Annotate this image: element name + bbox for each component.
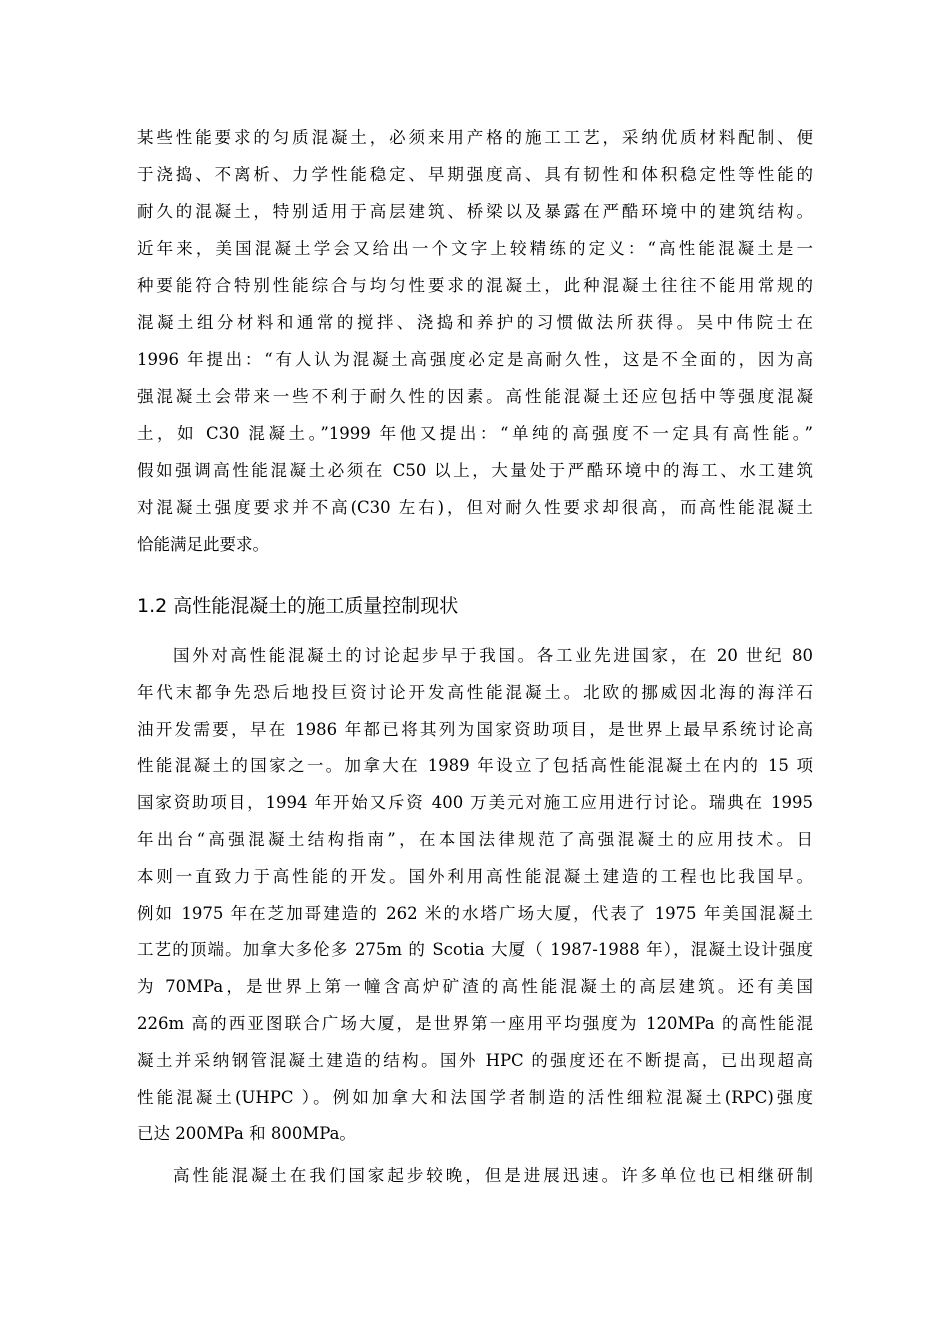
text-line: 1996 年提出：“有人认为混凝土高强度必定是高耐久性，这是不全面的，因为高 bbox=[137, 350, 813, 369]
text-line: 国外对高性能混凝土的讨论起步早于我国。各工业先进国家，在 20 世纪 80 bbox=[173, 646, 813, 665]
text-line: 国家资助项目，1994 年开始又斥资 400 万美元对施工应用进行讨论。瑞典在 1995 bbox=[137, 793, 813, 813]
text-line: 凝土并采纳钢管混凝土建造的结构。国外 HPC 的强度还在不断提高，已出现超高 bbox=[137, 1050, 813, 1070]
text-line: 年代末都争先恐后地投巨资讨论开发高性能混凝土。北欧的挪威因北海的海洋石 bbox=[137, 682, 813, 702]
text-line: 性能混凝土(UHPC ）。例如加拿大和法国学者制造的活性细粒混凝土(RPC)强度 bbox=[137, 1087, 813, 1107]
paragraph-definition bbox=[137, 124, 813, 564]
text-line: 本则一直致力于高性能的开发。国外利用高性能混凝土建造的工程也比我国早。 bbox=[137, 866, 813, 886]
text-line: 某些性能要求的匀质混凝土，必须来用产格的施工工艺，采纳优质材料配制、便 bbox=[137, 128, 813, 147]
text-line: 已达 200MPa 和 800MPa。 bbox=[137, 1124, 356, 1144]
text-line: 对混凝土强度要求并不高(C30 左右)，但对耐久性要求却很高，而高性能混凝土 bbox=[137, 498, 813, 517]
text-line: 耐久的混凝土，特别适用于高层建筑、桥梁以及暴露在严酷环境中的建筑结构。 bbox=[137, 202, 813, 221]
text-line: 工艺的顶端。加拿大多伦多 275m 的 Scotia 大厦（ 1987-1988 年），混凝土设计强度 bbox=[137, 940, 813, 960]
text-line: 油开发需要，早在 1986 年都已将其列为国家资助项目，是世界上最早系统讨论高 bbox=[137, 719, 813, 739]
text-line: 近年来，美国混凝土学会又给出一个文字上较精练的定义：“高性能混凝土是一 bbox=[137, 239, 813, 258]
paragraph-domestic-status bbox=[137, 1162, 813, 1202]
text-line: 混凝土组分材料和通常的搅拌、浇捣和养护的习惯做法所获得。吴中伟院士在 bbox=[137, 313, 813, 332]
text-line: 于浇捣、不离析、力学性能稳定、早期强度高、具有韧性和体积稳定性等性能的 bbox=[137, 165, 813, 184]
text-line: 种要能符合特别性能综合与均匀性要求的混凝土，此种混凝土往往不能用常规的 bbox=[137, 276, 813, 295]
text-line: 土，如 C30 混凝土。”1999 年他又提出：“单纯的高强度不一定具有高性能。” bbox=[137, 424, 813, 443]
text-line: 高性能混凝土在我们国家起步较晚，但是进展迅速。许多单位也已相继研制 bbox=[173, 1166, 813, 1185]
section-heading: 1.2 高性能混凝土的施工质量控制现状 bbox=[137, 595, 459, 617]
text-line: 年出台“高强混凝土结构指南”，在本国法律规范了高强混凝土的应用技术。日 bbox=[137, 830, 813, 849]
text-line: 例如 1975 年在芝加哥建造的 262 米的水塔广场大厦，代表了 1975 年美国混凝土 bbox=[137, 903, 813, 923]
text-line: 强混凝土会带来一些不利于耐久性的因素。高性能混凝土还应包括中等强度混凝 bbox=[137, 387, 813, 406]
text-line: 性能混凝土的国家之一。加拿大在 1989 年设立了包括高性能混凝土在内的 15 项 bbox=[137, 756, 813, 776]
text-line: 恰能满足此要求。 bbox=[137, 535, 269, 554]
text-line: 为 70MPa，是世界上第一幢含高炉矿渣的高性能混凝土的高层建筑。还有美国 bbox=[137, 977, 813, 997]
paragraph-international-status bbox=[137, 642, 813, 1162]
text-line: 226m 高的西亚图联合广场大厦，是世界第一座用平均强度为 120MPa 的高性能混 bbox=[137, 1014, 813, 1033]
text-line: 假如强调高性能混凝土必须在 C50 以上，大量处于严酷环境中的海工、水工建筑 bbox=[137, 461, 813, 480]
